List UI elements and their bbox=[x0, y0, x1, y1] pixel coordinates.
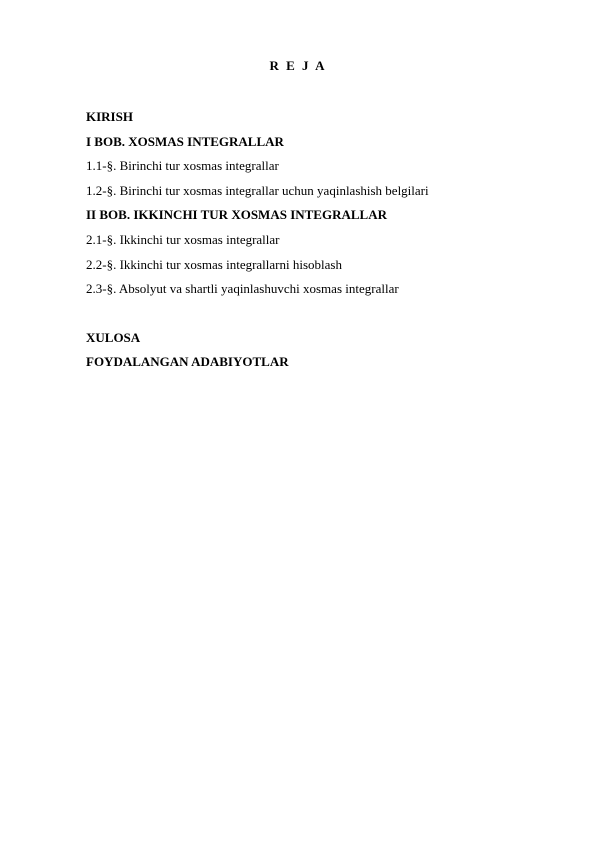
toc-entry-references: FOYDALANGAN ADABIYOTLAR bbox=[86, 354, 289, 370]
page-title: R E J A bbox=[269, 58, 327, 73]
toc-section-2-3: 2.3-§. Absolyut va shartli yaqinlashuvchi xosmas integrallar bbox=[86, 281, 399, 297]
toc-section-2-1: 2.1-§. Ikkinchi tur xosmas integrallar bbox=[86, 231, 280, 247]
toc-entry-introduction: KIRISH bbox=[86, 109, 133, 124]
toc-section-1-2: 1.2-§. Birinchi tur xosmas integrallar uchun yaqinlashish belgilari bbox=[86, 182, 429, 198]
toc-section-1-1: 1.1-§. Birinchi tur xosmas integrallar bbox=[86, 158, 279, 174]
toc-section-2-2: 2.2-§. Ikkinchi tur xosmas integrallarni hisoblash bbox=[86, 256, 342, 272]
toc-chapter-2: II BOB. IKKINCHI TUR XOSMAS INTEGRALLAR bbox=[86, 207, 387, 223]
toc-spacer bbox=[86, 302, 429, 326]
table-of-contents bbox=[86, 105, 429, 375]
toc-chapter-1: I BOB. XOSMAS INTEGRALLAR bbox=[86, 133, 284, 149]
toc-entry-conclusion: XULOSA bbox=[86, 329, 141, 345]
